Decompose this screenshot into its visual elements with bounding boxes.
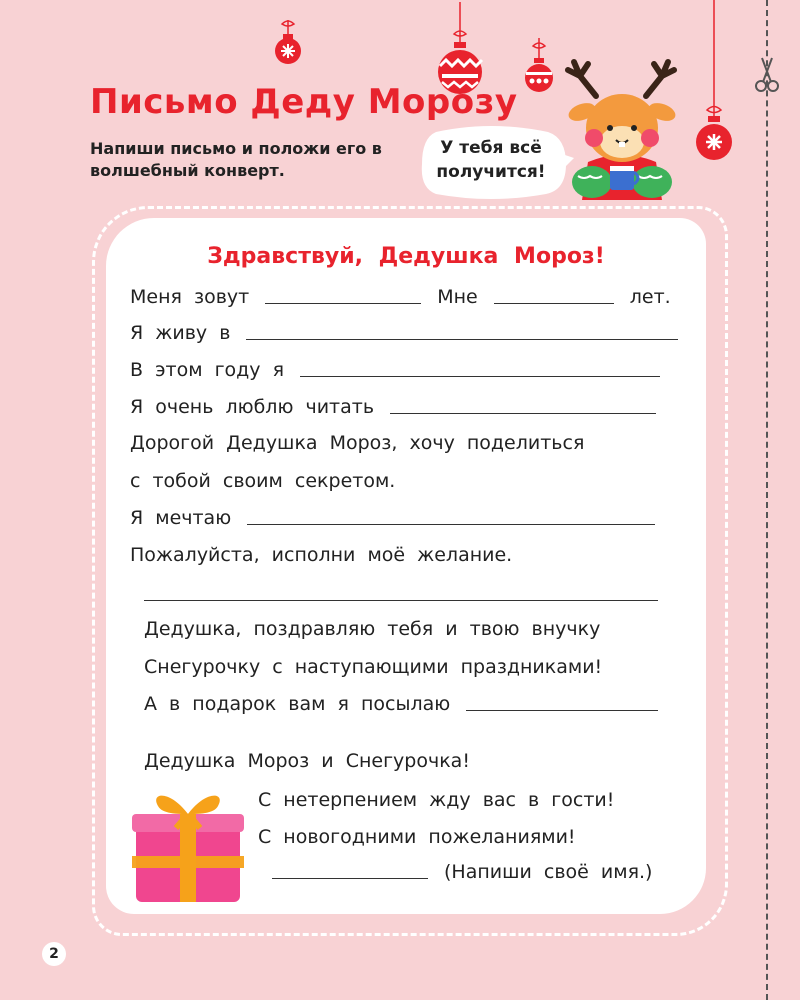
letter-text: Дедушка Мороз и Снегурочка! [144, 750, 470, 772]
speech-bubble-text: У тебя всё получится! [436, 138, 546, 182]
signature-hint: (Напиши своё имя.) [444, 861, 653, 883]
christmas-ornament-icon [692, 0, 736, 170]
letter-text: Я живу в [130, 322, 231, 344]
letter-line [130, 428, 584, 456]
age-blank[interactable] [494, 303, 614, 304]
letter-text: Дедушка, поздравляю тебя и твою внучку [144, 618, 601, 640]
letter-text: А в подарок вам я посылаю [144, 693, 451, 715]
letter-text: Меня зовут [130, 286, 250, 308]
christmas-ornament-icon [522, 38, 556, 96]
letter-line-gift [144, 689, 658, 717]
letter-line-city [130, 318, 678, 346]
letter-line-reading [130, 392, 656, 420]
letter-text: Дорогой Дедушка Мороз, хочу поделиться [130, 432, 585, 454]
gift-blank[interactable] [466, 710, 658, 711]
letter-line [130, 466, 395, 494]
page-number: 2 [42, 942, 66, 966]
letter-text: Мне [437, 286, 478, 308]
dream-blank[interactable] [247, 524, 655, 525]
gift-box-icon [130, 786, 246, 906]
letter-text: С новогодними пожеланиями! [258, 826, 576, 848]
letter-text: Снегурочку с наступающими праздниками! [144, 656, 603, 678]
christmas-ornament-icon [268, 20, 308, 66]
letter-line [130, 540, 512, 568]
letter-line-dream [130, 503, 655, 531]
letter-line-this-year [130, 355, 660, 383]
city-blank[interactable] [246, 339, 678, 340]
letter-text: Я мечтаю [130, 507, 232, 529]
this-year-blank[interactable] [300, 376, 660, 377]
letter-greeting: Здравствуй, Дедушка Мороз! [207, 244, 605, 269]
letter-text: Пожалуйста, исполни моё желание. [130, 544, 513, 566]
letter-line [258, 822, 576, 850]
letter-line [144, 746, 470, 774]
page-title: Письмо Деду Морозу [90, 82, 518, 122]
letter-line [144, 614, 600, 642]
scissors-icon [754, 54, 780, 94]
wish-blank[interactable] [144, 600, 658, 601]
letter-line [144, 652, 602, 680]
letter-line-signature [272, 857, 652, 885]
letter-line [258, 785, 614, 813]
page-instructions: Напиши письмо и положи его в волшебный конверт. [90, 139, 382, 180]
reading-blank[interactable] [390, 413, 656, 414]
letter-text: с тобой своим секретом. [130, 470, 396, 492]
letter-line-name-age [130, 282, 671, 310]
letter-text: В этом году я [130, 359, 285, 381]
signature-blank[interactable] [272, 878, 428, 879]
name-blank[interactable] [265, 303, 421, 304]
cut-line [766, 0, 768, 1000]
speech-bubble [416, 124, 574, 204]
letter-text: лет. [629, 286, 671, 308]
letter-text: Я очень люблю читать [130, 396, 375, 418]
reindeer-mascot-icon [558, 50, 690, 202]
letter-text: С нетерпением жду вас в гости! [258, 789, 615, 811]
